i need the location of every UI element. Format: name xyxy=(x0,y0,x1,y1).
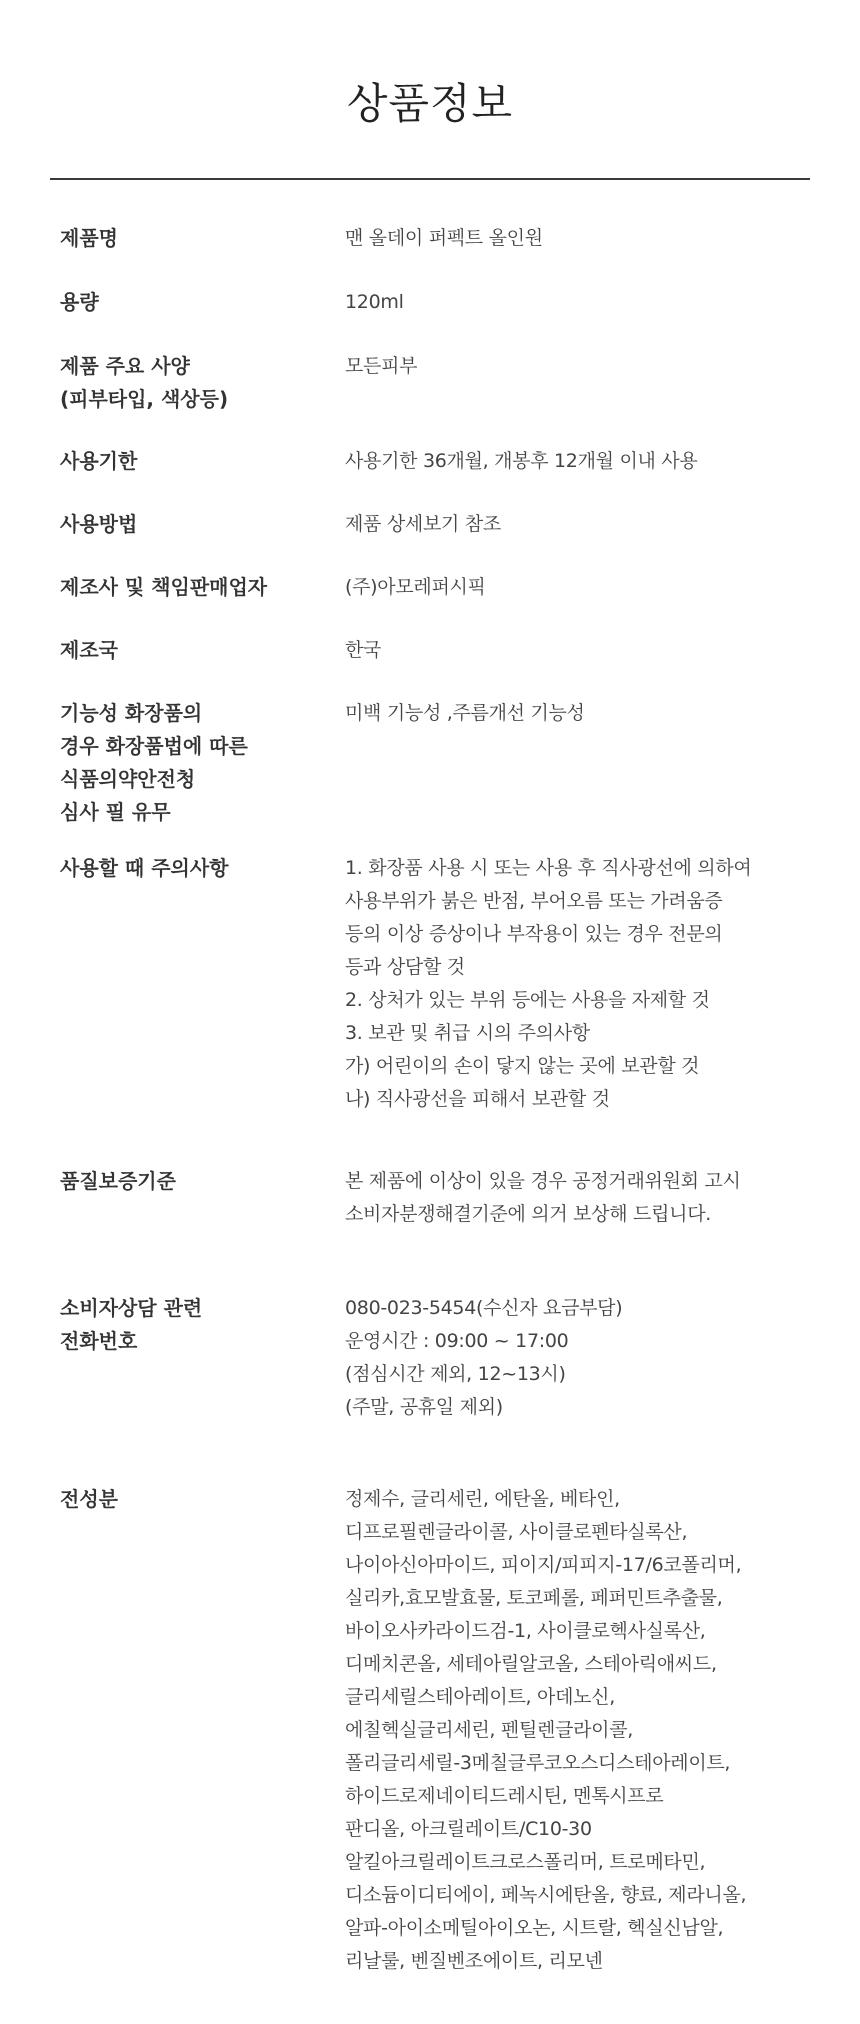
page-title: 상품정보 xyxy=(346,79,514,128)
info-label: 용량 xyxy=(60,290,99,314)
info-label: 사용방법 xyxy=(60,512,138,536)
info-value: 한국 xyxy=(345,639,382,661)
info-value: 120ml xyxy=(345,291,404,313)
info-label: 소비자상담 관련 전화번호 xyxy=(60,1296,203,1353)
info-label: 제품 주요 사양 (피부타입, 색상등) xyxy=(60,354,229,411)
info-label: 전성분 xyxy=(60,1487,118,1511)
info-label: 기능성 화장품의 경우 화장품법에 따른 식품의약안전청 심사 필 유무 xyxy=(60,701,248,824)
info-label: 사용기한 xyxy=(60,449,138,473)
info-value: 미백 기능성 ,주름개선 기능성 xyxy=(345,702,585,724)
info-value: 1. 화장품 사용 시 또는 사용 후 직사광선에 의하여 사용부위가 붉은 반점, 부어오름 또는 가려움증 등의 이상 증상이나 부작용이 있는 경우 전문의 등과 상담할 것 2. 상처가 있는 부위 등에는 사용을 자제할 것 3. 보관 및 취급 시의 주의사항 가) 어린이의 손이 닿지 않는 곳에 보관할 것 나) 직사광선을 피해서 보관할 것 xyxy=(345,857,752,1110)
info-label: 제품명 xyxy=(60,226,118,250)
info-label: 사용할 때 주의사항 xyxy=(60,856,229,880)
info-value: (주)아모레퍼시픽 xyxy=(345,576,486,598)
info-value: 정제수, 글리세린, 에탄올, 베타인, 디프로필렌글라이콜, 사이클로펜타실록산, 나이아신아마이드, 피이지/피피지-17/6코폴리머, 실리카,효모발효물, 토코페롤, 페퍼민트추출물, 바이오사카라이드검-1, 사이클로헥사실록산, 디메치콘올, 세테아릴알코올, 스테아릭애씨드, 글리세릴스테아레이트, 아데노신, 에칠헥실글리세린, 펜틸렌글라이콜, 폴리글리세릴-3메칠글루코오스디스테아레이트, 하이드로제네이티드레시틴, 멘톡시프로 판디올, 아크릴레이트/C10-30 알킬아크릴레이트크로스폴리머, 트로메타민, 디소듐이디티에이, 페녹시에탄올, 향료, 제라니올, 알파-아이소메틸아이오논, 시트랄, 헥실신남알, 리날룰, 벤질벤조에이트, 리모넨 xyxy=(345,1488,747,1972)
info-label: 제조국 xyxy=(60,638,118,662)
info-value: 사용기한 36개월, 개봉후 12개월 이내 사용 xyxy=(345,450,698,472)
info-value: 본 제품에 이상이 있을 경우 공정거래위원회 고시 소비자분쟁해결기준에 의거 보상해 드립니다. xyxy=(345,1170,741,1225)
info-label: 제조사 및 책임판매업자 xyxy=(60,575,268,599)
info-label: 품질보증기준 xyxy=(60,1169,176,1193)
info-value: 제품 상세보기 참조 xyxy=(345,513,501,535)
info-value: 모든피부 xyxy=(345,355,418,377)
info-value: 080-023-5454(수신자 요금부담) 운영시간 : 09:00 ~ 17:00 (점심시간 제외, 12~13시) (주말, 공휴일 제외) xyxy=(345,1297,623,1418)
info-value: 맨 올데이 퍼펙트 올인원 xyxy=(345,227,543,249)
